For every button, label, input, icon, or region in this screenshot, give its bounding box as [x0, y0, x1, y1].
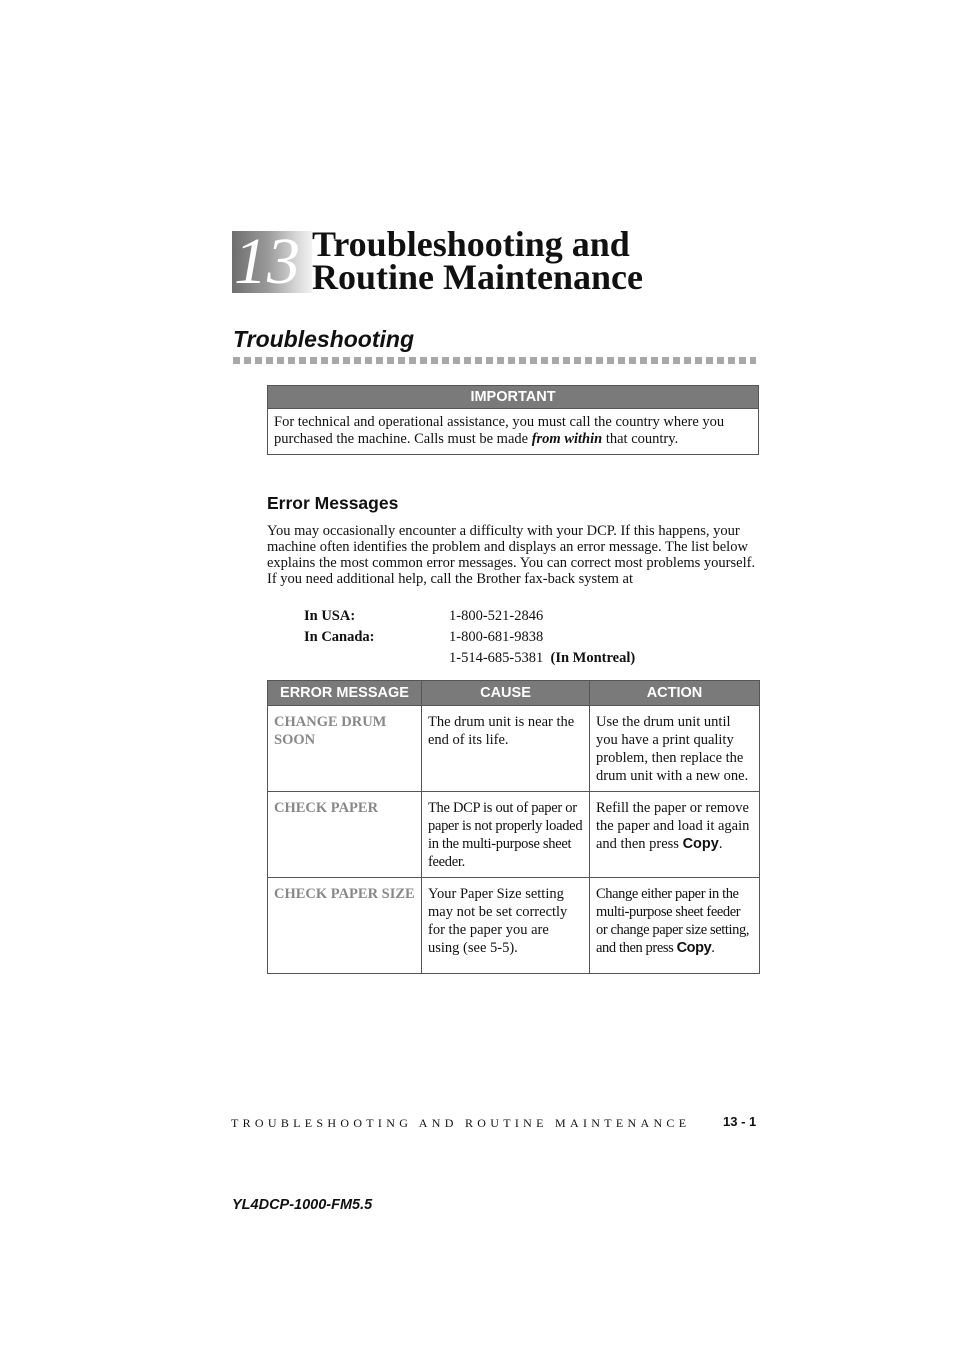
action-cell — [590, 878, 760, 974]
footer-running-title: TROUBLESHOOTING AND ROUTINE MAINTENANCE — [231, 1116, 691, 1130]
chapter-header — [232, 224, 772, 298]
section-divider — [233, 357, 756, 364]
page-number: 13 - 1 — [723, 1114, 757, 1129]
table-row — [268, 792, 760, 878]
cause-cell: The DCP is out of paper or paper is not properly loaded in the multi-purpose sheet feeder. — [422, 792, 590, 878]
column-header-error-message: ERROR MESSAGE — [268, 681, 422, 706]
phone-note: (In Montreal) — [550, 650, 636, 666]
error-messages-heading: Error Messages — [267, 493, 399, 513]
phone-label: In Canada: — [304, 629, 375, 645]
action-cell — [590, 706, 760, 792]
error-message-table — [267, 680, 760, 974]
phone-number-with-note — [449, 649, 635, 667]
important-emphasis: from within — [531, 431, 603, 447]
intro-paragraph: You may occasionally encounter a difficulty with your DCP. If this happens, your machine often identifies the problem and displays an error message. The list below explains the most common error messages. You can correct most problems yourself. If you need additional help, call the Brother fax-back system at — [267, 523, 756, 587]
error-message-cell: CHECK PAPER SIZE — [268, 878, 422, 974]
column-header-action: ACTION — [590, 681, 760, 706]
chapter-title — [312, 224, 643, 297]
action-text: Use the drum unit until you have a print quality problem, then replace the drum unit with a new one. — [596, 714, 749, 784]
copy-key-label: Copy — [676, 940, 712, 956]
action-text: Refill the paper or remove the paper and load it again and then press — [596, 800, 750, 852]
important-header: IMPORTANT — [268, 386, 758, 409]
cause-cell: The drum unit is near the end of its life. — [422, 706, 590, 792]
document-code: YL4DCP-1000-FM5.5 — [232, 1197, 373, 1213]
table-row — [268, 706, 760, 792]
action-cell — [590, 792, 760, 878]
column-header-cause: CAUSE — [422, 681, 590, 706]
phone-number: 1-800-681-9838 — [449, 629, 544, 645]
action-text-end: . — [718, 836, 723, 852]
table-header-row — [268, 681, 760, 706]
error-message-cell: CHECK PAPER — [268, 792, 422, 878]
important-text — [268, 409, 758, 454]
action-text: Change either paper in the multi-purpose sheet feeder or change paper size setting, and then press — [596, 886, 750, 956]
chapter-title-line-1: Troubleshooting and — [312, 224, 630, 264]
error-message-cell: CHANGE DRUM SOON — [268, 706, 422, 792]
phone-label: In USA: — [304, 608, 356, 624]
action-text-end: . — [711, 940, 715, 956]
section-heading: Troubleshooting — [233, 326, 415, 352]
chapter-number: 13 — [232, 231, 312, 293]
important-text-end: that country. — [602, 431, 679, 447]
phone-number: 1-514-685-5381 — [449, 650, 544, 666]
table-row — [268, 878, 760, 974]
chapter-title-line-2: Routine Maintenance — [312, 257, 643, 297]
cause-cell: Your Paper Size setting may not be set correctly for the paper you are using (see 5-5). — [422, 878, 590, 974]
important-notice — [267, 385, 759, 455]
important-text-start: For technical and operational assistance, you must call the country where you purchased the machine. Calls must be made — [274, 414, 725, 447]
copy-key-label: Copy — [682, 836, 719, 852]
phone-number: 1-800-521-2846 — [449, 608, 544, 624]
